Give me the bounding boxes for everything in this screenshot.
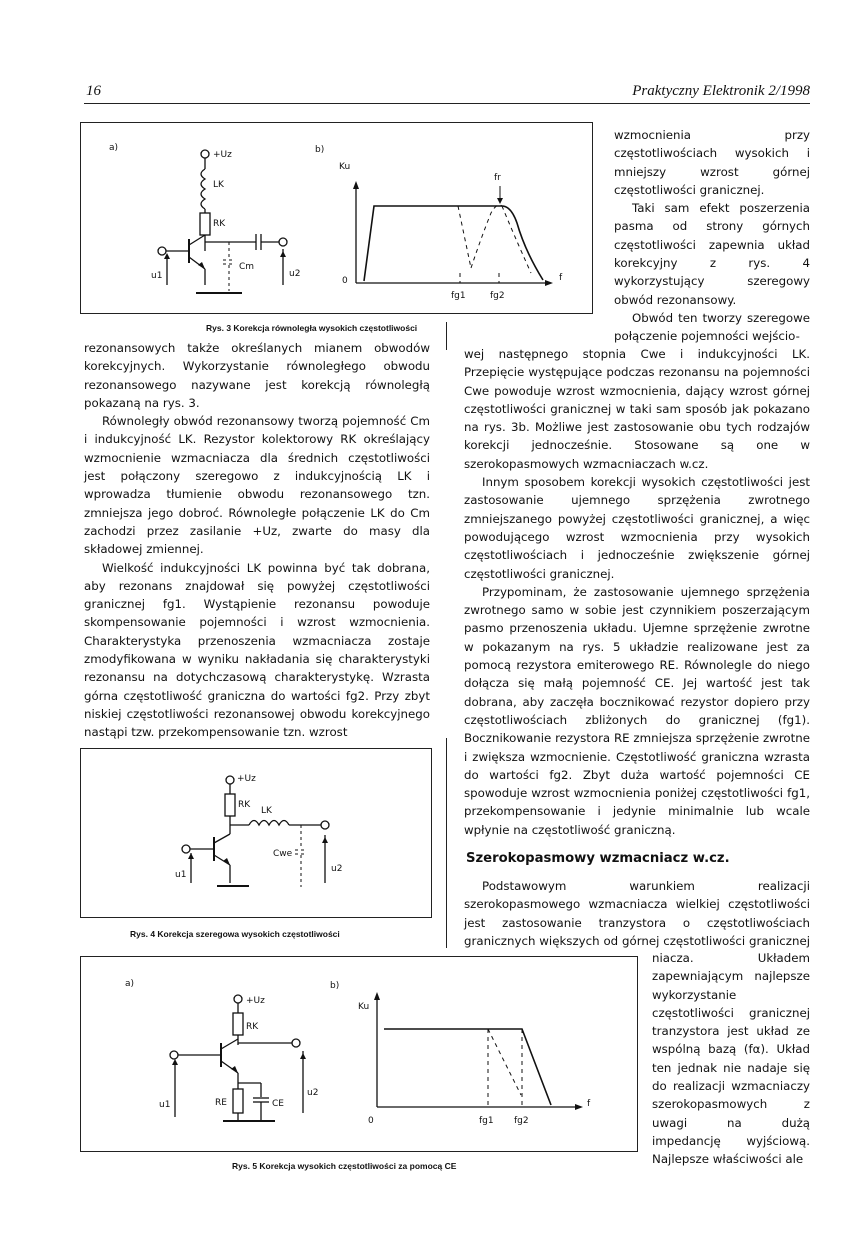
fig3-label-b: b): [315, 145, 325, 155]
fig3-lk-label: LK: [213, 180, 224, 190]
figure-3: [80, 122, 593, 314]
paragraph: Równoległy obwód rezonansowy tworzą pojemność Cm i indukcyjność LK. Rezystor kolektorowy RK określający wzmocnienie wzmacniacza dla średnich częstotliwości jest połączony szeregowo z indukcyjnością LK i wprowadza tłumienie obwodu rezonansowego tzn. zmniejsza jego dobroć. Równoległe połączenie LK do Cm zachodzi przez zasilanie +Uz, zwarte do masy dla składowej zmiennej.: [84, 414, 430, 557]
fig5-u1-label: u1: [159, 1100, 171, 1110]
fig3-uz-label: +Uz: [213, 150, 232, 160]
section-heading: Szerokopasmowy wzmacniacz w.cz.: [466, 851, 730, 866]
fig5-ku-label: Ku: [358, 1002, 370, 1012]
text-column-section-narrow: [652, 949, 810, 1169]
fig3-u1-label: u1: [151, 271, 163, 281]
paragraph: wzmocnienia przy częstotliwościach wysokich i mniejszy wzrost górnej częstotliwości granicznej.: [614, 128, 810, 197]
paragraph: Przypominam, że zastosowanie ujemnego sprzężenia zwrotnego samo w sobie jest czynnikiem poszerzającym pasmo przenoszenia układu. Ujemne sprzężenie zwrotne w pokazanym na rys. 5 układzie realizowane jest za pomocą rezystora emiterowego RE. Równolegle do niego dołącza się małą pojemność CE. Jej wartość jest tak dobrana, aby zaczęła bocznikować rezystor dopiero przy częstotliwościach zbliżonych do granicznej (fg1). Bocznikowanie rezystora RE zmniejsza sprzężenie zwrotne i zwiększa wzmocnienie. Częstotliwość graniczna wzrasta do wartości fg2. Zbyt duża wartość pojemności CE spowoduje wzrost wzmocnienia poniżej częstotliwości fg1, przekompensowanie i jedynie minimalnie lub wcale wpłynie na częstotliwość graniczną.: [464, 584, 810, 837]
fig5-f-label: f: [587, 1099, 591, 1109]
figure-3-caption: Rys. 3 Korekcja równoległa wysokich częstotliwości: [206, 323, 418, 333]
figure-4-caption: Rys. 4 Korekcja szeregowa wysokich częstotliwości: [130, 929, 340, 939]
figure-5-caption: Rys. 5 Korekcja wysokich częstotliwości za pomocą CE: [232, 1161, 457, 1171]
fig5-zero-label: 0: [368, 1116, 374, 1126]
column-divider: [446, 322, 447, 350]
figure-4-diagram: [81, 749, 431, 917]
text-column-right-top: [614, 126, 810, 346]
paragraph: Innym sposobem korekcji wysokich częstotliwości jest zastosowanie ujemnego sprzężenia zwrotnego zmniejszanego powyżej częstotliwości granicznej, a więc powodującego wzrost wzmocnienia przy wysokich częstotliwościach i jednocześnie zwiększenie górnej częstotliwości granicznej.: [464, 475, 810, 581]
fig5-label-a: a): [125, 979, 135, 989]
fig5-fg2-label: fg2: [514, 1116, 529, 1126]
text-column-left: [84, 339, 430, 742]
fig4-u1-label: u1: [175, 870, 187, 880]
fig4-rk-label: RK: [238, 800, 251, 810]
fig5-rk-label: RK: [246, 1022, 259, 1032]
paragraph: wej następnego stopnia Cwe i indukcyjności LK. Przepięcie występujące podczas rezonansu na pojemności Cwe powoduje wzrost wzmocnienia, dający wzrost górnej częstotliwości granicznej w taki sam sposób jak pokazano na rys. 3b. Możliwe jest zastosowanie obu tych rodzajów korekcji jednocześnie. Stosowane są one w szerokopasmowych wzmacniaczach w.cz.: [464, 347, 810, 471]
fig4-lk-label: LK: [261, 806, 272, 816]
header-rule: [84, 103, 810, 104]
fig4-u2-label: u2: [331, 864, 343, 874]
figure-3-diagram: [81, 123, 592, 313]
text-column-right: [464, 345, 810, 839]
paragraph: Wielkość indukcyjności LK powinna być tak dobrana, aby rezonans znajdował się powyżej częstotliwości granicznej fg1. Wystąpienie rezonansu powoduje skompensowanie pojemności i wzrost wzmocnienia. Charakterystyka przenoszenia wzmacniacza zostaje zmodyfikowana w wyniku nakładania się charakterystyki rezonansu na dotychczasową charakterystykę. Wzrasta górna częstotliwość graniczna do wartości fg2. Przy zbyt niskiej częstotliwości rezonansowej obwodu korekcyjnego nastąpi tzw. przekompensowanie tzn. wzrost: [84, 560, 430, 740]
fig3-rk-label: RK: [213, 219, 226, 229]
figure-5-diagram: [81, 957, 637, 1151]
fig5-ce-label: CE: [272, 1099, 284, 1109]
paragraph: Podstawowym warunkiem realizacji szerokopasmowego wzmacniacza wielkiej częstotliwości jest zastosowanie tranzystora o częstotliwościach granicznych większych od górnej częstotliwości granicznej: [464, 879, 810, 948]
paragraph: niacza. Układem zapewniającym najlepsze wykorzystanie częstotliwości granicznej tranzystora jest układ ze wspólną bazą (fα). Układ ten jednak nie nadaje się do realizacji wzmacniaczy szerokopasmowych z uwagi na dużą impedancję wyjściową. Najlepsze właściwości ale: [652, 951, 810, 1167]
fig5-re-label: RE: [215, 1098, 227, 1108]
fig3-f-label: f: [559, 273, 563, 283]
page-number: 16: [86, 83, 101, 99]
column-divider: [446, 738, 447, 948]
fig3-label-a: a): [109, 143, 119, 153]
paragraph: Taki sam efekt poszerzenia pasma od strony górnych częstotliwości zapewnia układ korekcyjny z rys. 4 wykorzystujący szeregowy obwód rezonansowy.: [614, 201, 810, 307]
fig3-cm-label: Cm: [239, 262, 255, 272]
paragraph: Obwód ten tworzy szeregowe połączenie pojemności wejścio-: [614, 310, 810, 344]
fig3-fg1-label: fg1: [451, 291, 466, 301]
fig5-u2-label: u2: [307, 1088, 319, 1098]
magazine-title: Praktyczny Elektronik 2/1998: [632, 83, 810, 99]
fig5-fg1-label: fg1: [479, 1116, 494, 1126]
fig5-label-b: b): [330, 981, 340, 991]
fig4-uz-label: +Uz: [237, 774, 256, 784]
fig5-uz-label: +Uz: [246, 996, 265, 1006]
fig3-u2-label: u2: [289, 269, 301, 279]
fig3-zero-label: 0: [342, 276, 348, 286]
fig4-cwe-label: Cwe: [273, 849, 293, 859]
figure-4: [80, 748, 432, 918]
figure-5: [80, 956, 638, 1152]
fig3-fr-label: fr: [494, 173, 501, 183]
fig3-fg2-label: fg2: [490, 291, 505, 301]
paragraph: rezonansowych także określanych mianem obwodów korekcyjnych. Wykorzystanie równoległego obwodu rezonansowego nazywane jest korekcją równoległą pokazaną na rys. 3.: [84, 341, 430, 410]
fig3-ku-label: Ku: [339, 162, 351, 172]
